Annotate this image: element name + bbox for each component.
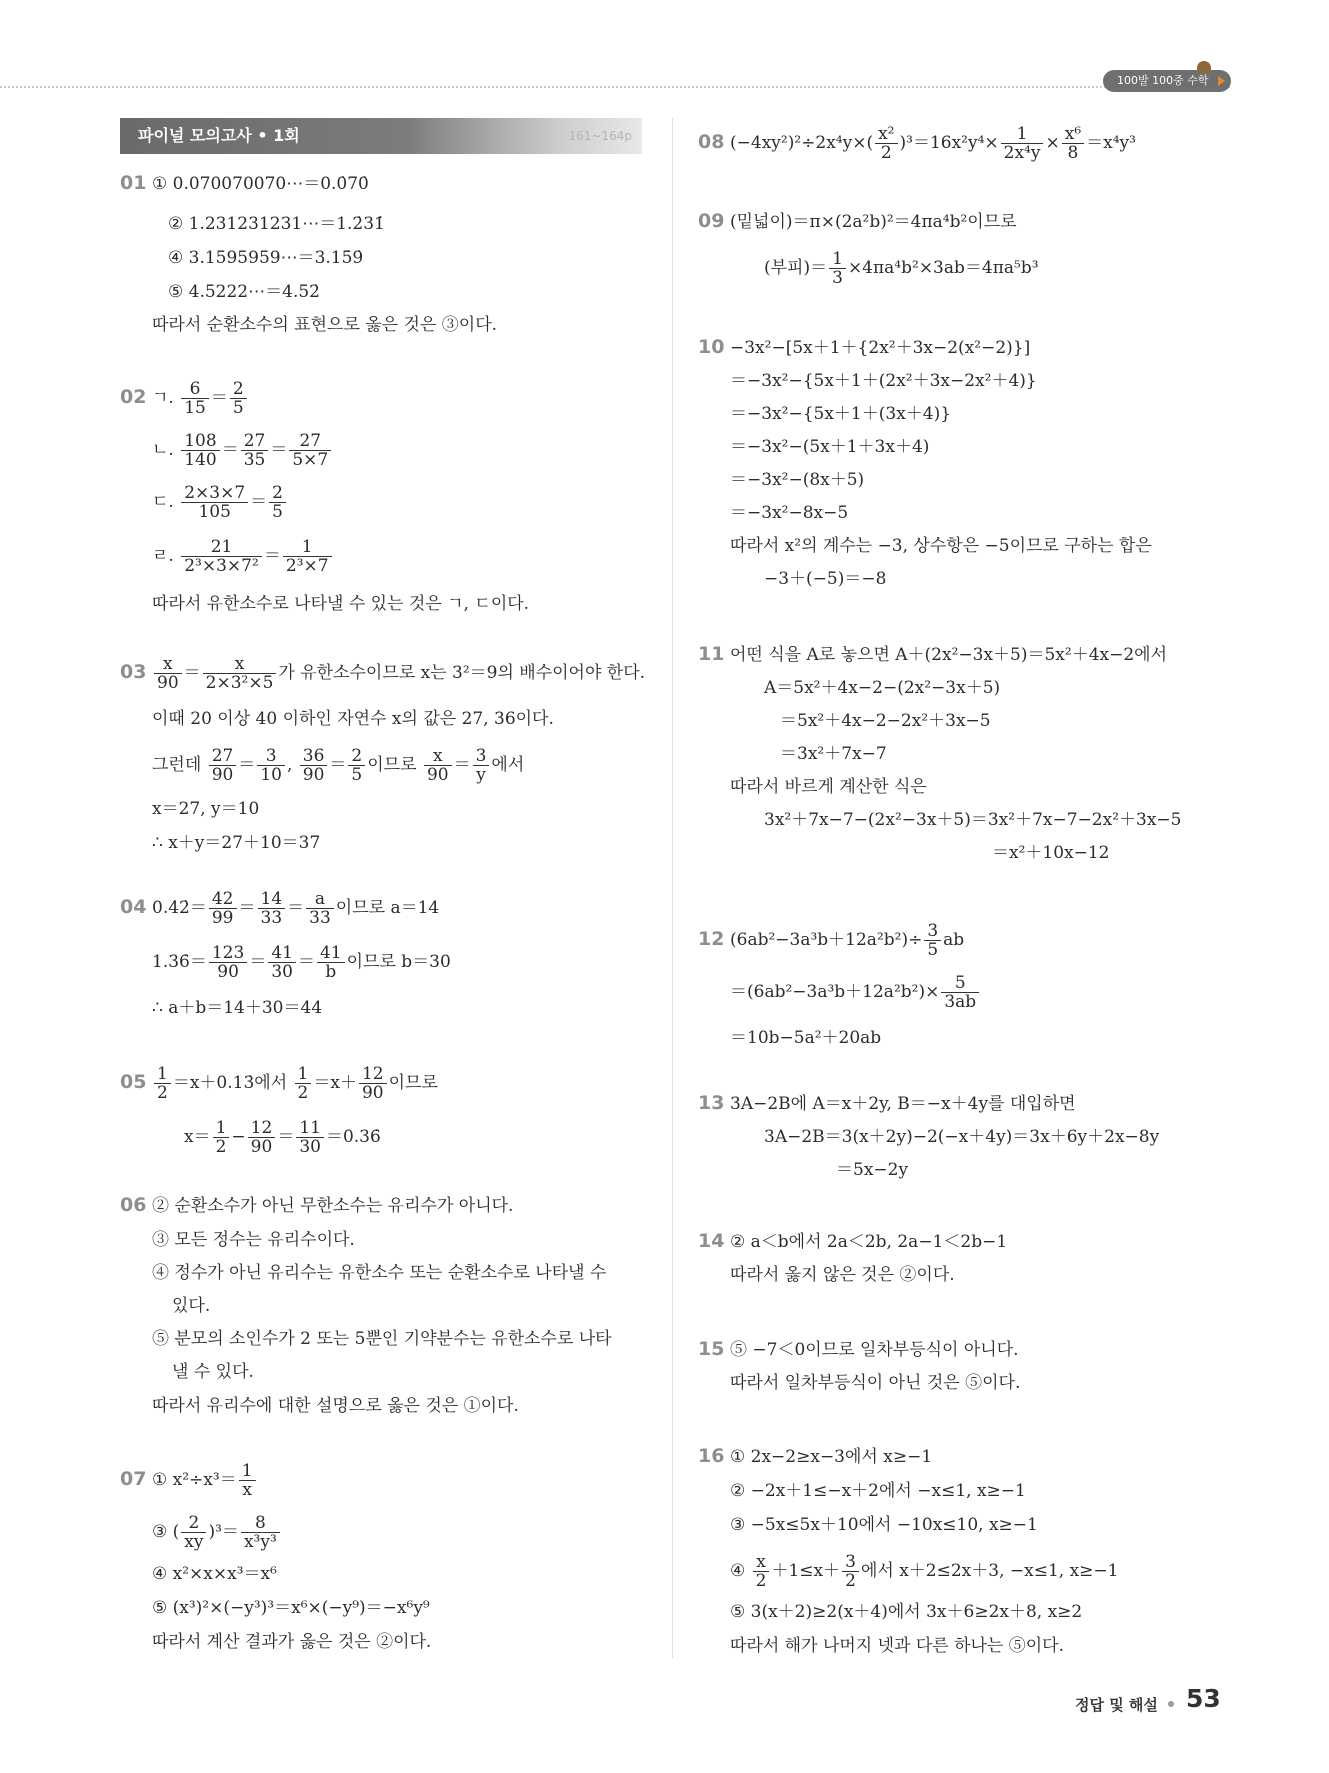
text: 이므로 a＝14 (335, 898, 440, 918)
problem-number: 07 (120, 1468, 147, 1490)
numerator: 1 (239, 1462, 256, 1481)
denominator: 2³×7 (285, 556, 329, 576)
solution-line: ㄴ. $\frac{108}{140}$ ＝ $\frac{27}{35}$ ＝ $\frac{27}{5\times 7}$ (152, 432, 333, 469)
solution-line: 있다. (172, 1296, 211, 1316)
solution-line (152, 1514, 282, 1551)
solution-line: ⑤ 분모의 소인수가 2 또는 5뿐인 기약분수는 유한소수로 나타 (152, 1329, 612, 1349)
solution-line: 따라서 옳지 않은 것은 ②이다. (730, 1265, 955, 1285)
numerator: 42 (209, 890, 237, 909)
text: 에서 x＋2≤2x＋3, −x≤1, x≥−1 (860, 1561, 1119, 1581)
solution-line: ＝3x²＋7x−7 (780, 744, 887, 764)
solution-line: ＝5x²＋4x−2−2x²＋3x−5 (780, 711, 991, 731)
solution-line: −3＋(−5)＝−8 (764, 569, 887, 589)
denominator: xy (184, 1532, 204, 1552)
denominator: 35 (243, 450, 266, 470)
fraction (359, 1065, 387, 1102)
text: ab (943, 930, 965, 950)
fraction (230, 380, 247, 417)
problem-number: 08 (698, 131, 725, 153)
fraction (258, 890, 286, 927)
solution-line: 따라서 x²의 계수는 −3, 상수항은 −5이므로 구하는 합은 (730, 536, 1152, 556)
denominator: b (325, 962, 337, 982)
text: (6ab²−3a³b＋12a²b²)÷ (730, 930, 923, 950)
solution-line: 3A−2B＝3(x＋2y)−2(−x＋4y)＝3x＋6y＋2x−8y (764, 1127, 1160, 1147)
solution-line (152, 1065, 438, 1102)
item-label: ㄱ. (152, 388, 174, 408)
numerator: 2 (230, 380, 247, 399)
fraction (248, 1119, 276, 1156)
text: ④ (730, 1561, 746, 1581)
text: ① x²÷x³＝ (152, 1470, 237, 1490)
solution-line: ＝−3x²−(5x＋1＋3x＋4) (730, 437, 930, 457)
denominator: 33 (309, 908, 331, 928)
text: )³＝16x²y⁴× (899, 133, 999, 153)
numerator: 21 (181, 538, 262, 557)
fraction (1062, 125, 1084, 162)
numerator: 3 (842, 1553, 859, 1572)
problem-number: 11 (698, 643, 725, 665)
fraction (181, 538, 262, 575)
solution-line: A＝5x²＋4x−2−(2x²−3x＋5) (764, 678, 1001, 698)
solution-line: 따라서 계산 결과가 옳은 것은 ②이다. (152, 1632, 432, 1652)
solution-line: x＝27, y＝10 (152, 799, 260, 819)
text: 이므로 (367, 755, 417, 775)
fraction (924, 922, 941, 959)
problem-number: 04 (120, 896, 147, 918)
text: (부피)＝ (764, 258, 828, 278)
fraction (306, 890, 334, 927)
denominator: 140 (184, 450, 217, 470)
fraction (181, 380, 209, 417)
solution-line: ② 1.231231231⋯＝1.2̇31̇ (168, 214, 385, 234)
denominator: 8 (1067, 143, 1079, 163)
fraction (241, 1514, 280, 1551)
section-pages: 161~164p (568, 129, 632, 143)
denominator: x³y³ (243, 1532, 277, 1552)
text: 0.4̇2̇＝ (152, 898, 207, 918)
solution-line (152, 1462, 258, 1499)
solution-line: ⑤ 4.5222⋯＝4.52̇ (168, 282, 320, 302)
solution-line: ∴ a＋b＝14＋30＝44 (152, 998, 323, 1018)
solution-line: ④ 정수가 아닌 유리수는 유한소수 또는 순환소수로 나타낼 수 (152, 1263, 607, 1283)
numerator: 5 (941, 974, 979, 993)
fraction (1001, 125, 1044, 162)
denominator: 30 (299, 1137, 321, 1157)
text: ＝0.36̇ (325, 1127, 381, 1147)
numerator: 27 (241, 432, 269, 451)
solution-line: 0.4̇2̇＝ $\frac{42}{99}$ ＝ $\frac{14}{33}$ ＝ $\frac{a}{33}$ 이므로 a＝14 (152, 889, 440, 928)
problem-number: 15 (698, 1338, 725, 1360)
fraction (239, 1462, 256, 1499)
denominator: 90 (211, 765, 234, 785)
text: ＝(6ab²−3a³b＋12a²b²)× (730, 982, 940, 1002)
solution-line: (−4xy²)²÷2x⁴y×( $\frac{\text{x²}}{2}$ )³＝16x²y⁴× $\frac{1}{\text{2x⁴y}}$ × $\frac{\text{x⁶}}{8}$ ＝x⁴y³ (730, 124, 1136, 163)
numerator: 12 (359, 1065, 387, 1084)
fraction (753, 1553, 770, 1590)
denominator: 3 (832, 268, 843, 288)
solution-line: 3x²＋7x−7−(2x²−3x＋5)＝3x²＋7x−7−2x²＋3x−5 (764, 810, 1182, 830)
item-label: ㄴ. (152, 440, 174, 460)
solution-line: ⑤ 3(x＋2)≥2(x＋4)에서 3x＋6≥2x＋8, x≥2 (730, 1602, 1083, 1622)
numerator: x² (875, 125, 897, 144)
fraction (154, 1065, 171, 1102)
numerator: 8 (241, 1514, 280, 1533)
numerator: 1 (1001, 125, 1044, 144)
solution-line (152, 380, 249, 417)
text: ＝x＋ (313, 1073, 357, 1093)
numerator: 2×3×7 (181, 484, 248, 503)
denominator: 2³×3×7² (184, 556, 259, 576)
solution-line: ㄹ. $\frac{21}{\text{2³×3×7²}}$ ＝ $\frac{1}{\text{2³×7}}$ (152, 538, 334, 575)
text: 이므로 b＝30 (346, 952, 451, 972)
numerator: 41 (268, 944, 296, 963)
fraction (154, 655, 182, 692)
denominator: y (476, 765, 486, 785)
solution-line: ② a＜b에서 2a＜2b, 2a−1＜2b−1 (730, 1232, 1008, 1252)
numerator: 3 (924, 922, 941, 941)
denominator: 105 (198, 502, 231, 522)
problem-number: 10 (698, 336, 725, 358)
section-header (120, 118, 642, 154)
denominator: 2 (215, 1137, 227, 1157)
series-label: 100발 100중 수학 (1117, 74, 1209, 87)
numerator: x (424, 747, 452, 766)
text: ×4πa⁴b²×3ab＝4πa⁵b³ (847, 258, 1039, 278)
denominator: 5 (232, 398, 244, 418)
denominator: 90 (217, 962, 239, 982)
solution-line: ② 순환소수가 아닌 무한소수는 유리수가 아니다. (152, 1196, 514, 1216)
fraction (941, 974, 979, 1011)
section-title: 파이널 모의고사 • 1회 (138, 126, 300, 145)
numerator: x (154, 655, 182, 674)
header-dotted-rule (0, 86, 1230, 88)
denominator: 90 (302, 765, 325, 785)
solution-line: 낼 수 있다. (172, 1362, 254, 1382)
solution-line: $\frac{x}{90}$ ＝ $\frac{x}{\text{2×3²×5}}$ 가 유한소수이므로 x는 3²＝9의 배수이어야 한다. (152, 655, 645, 692)
fraction (209, 944, 247, 981)
solution-line: −3x²−[5x＋1＋{2x²＋3x−2(x²−2)}] (730, 338, 1031, 358)
denominator: 5 (351, 765, 363, 785)
fraction (842, 1553, 859, 1590)
fraction (269, 484, 286, 521)
solution-line: ④ 3.1595959⋯＝3.15̇9̇ (168, 248, 364, 268)
solution-line: ① 2x−2≥x−3에서 x≥−1 (730, 1447, 933, 1467)
fraction (348, 747, 365, 784)
solution-line (764, 250, 1039, 287)
fraction (424, 747, 452, 784)
numerator: 12 (248, 1119, 276, 1138)
solution-line: ＝−3x²−{5x＋1＋(2x²＋3x−2x²＋4)} (730, 371, 1037, 391)
fraction (181, 484, 248, 521)
solution-line: 따라서 바르게 계산한 식은 (730, 777, 927, 797)
fraction (181, 1514, 206, 1551)
numerator: 1 (213, 1119, 230, 1138)
solution-line: ④ x²×x×x³＝x⁶ (152, 1564, 277, 1584)
solution-line: ＝5x−2y (836, 1160, 909, 1180)
numerator: 41 (317, 944, 345, 963)
denominator: 5 (927, 940, 939, 960)
fraction (296, 1119, 324, 1156)
text: 그런데 (152, 755, 202, 775)
text: 에서 (491, 755, 525, 775)
numerator: 14 (258, 890, 286, 909)
solution-line: 그런데 $\frac{27}{90}$ ＝ $\frac{3}{10}$ , $\frac{36}{90}$ ＝ $\frac{2}{5}$ 이므로 $\frac{x}{90}$ ＝ $\frac{3}{y}$ 에서 (152, 746, 525, 785)
fraction (213, 1119, 230, 1156)
text: 1.36̇＝ (152, 952, 207, 972)
denominator: 5 (272, 502, 283, 522)
fraction (203, 655, 277, 692)
operator: ＝ (210, 388, 228, 408)
denominator: 90 (426, 765, 449, 785)
solution-line: ＝10b−5a²＋20ab (730, 1028, 882, 1048)
fraction (209, 747, 237, 784)
solution-line: 따라서 일차부등식이 아닌 것은 ⑤이다. (730, 1373, 1021, 1393)
solution-line: ③ −5x≤5x＋10에서 −10x≤10, x≥−1 (730, 1515, 1038, 1535)
solution-line: ＝−3x²−{5x＋1＋(3x＋4)} (730, 404, 952, 424)
fraction (241, 432, 269, 469)
text: ＝x⁴y³ (1086, 133, 1136, 153)
text: ＋1≤x＋ (771, 1561, 841, 1581)
solution-line: ＝x²＋10x−12 (992, 843, 1110, 863)
bullet-icon (1168, 1701, 1174, 1707)
text: 가 유한소수이므로 x는 3²＝9의 배수이어야 한다. (278, 663, 646, 683)
solution-line: 3A−2B에 A＝x＋2y, B＝−x＋4y를 대입하면 (730, 1094, 1076, 1114)
solution-line: 이때 20 이상 40 이하인 자연수 x의 값은 27, 36이다. (152, 709, 554, 729)
numerator: 2 (269, 484, 286, 503)
item-label: ㄷ. (152, 492, 174, 512)
denominator: 2×3²×5 (205, 673, 274, 693)
numerator: 2 (181, 1514, 206, 1533)
denominator: 90 (361, 1083, 384, 1103)
solution-line: 따라서 해가 나머지 넷과 다른 하나는 ⑤이다. (730, 1636, 1065, 1656)
fraction (875, 125, 897, 162)
problem-number: 16 (698, 1445, 725, 1467)
numerator: 123 (209, 944, 247, 963)
solution-line: ＝−3x²−8x−5 (730, 503, 849, 523)
denominator: 2 (157, 1083, 168, 1103)
solution-line: (밑넓이)＝π×(2a²b)²＝4πa⁴b²이므로 (730, 212, 1017, 232)
denominator: 90 (157, 673, 179, 693)
solution-line (730, 1553, 1118, 1590)
fraction (295, 1065, 312, 1102)
problem-number: 05 (120, 1071, 147, 1093)
solution-line: 따라서 순환소수의 표현으로 옳은 것은 ③이다. (152, 315, 498, 335)
solution-line: ＝−3x²−(8x＋5) (730, 470, 865, 490)
text: 이므로 (388, 1073, 438, 1093)
text: )³＝ (208, 1522, 239, 1542)
fraction (181, 432, 219, 469)
denominator: 3ab (944, 992, 977, 1012)
solution-line: 따라서 유한소수로 나타낼 수 있는 것은 ㄱ, ㄷ이다. (152, 594, 530, 614)
fraction (300, 747, 328, 784)
numerator: 3 (473, 747, 490, 766)
numerator: 1 (295, 1065, 312, 1084)
solution-line: x＝ $\frac{1}{2}$ − $\frac{12}{90}$ ＝ $\frac{11}{30}$ ＝0.36̇ (184, 1118, 381, 1157)
problem-number: 14 (698, 1230, 725, 1252)
footer-label: 정답 및 해설 (1075, 1696, 1158, 1714)
problem-number: 02 (120, 386, 147, 408)
solution-line: ③ 모든 정수는 유리수이다. (152, 1230, 355, 1250)
solution-line (730, 974, 981, 1011)
fraction (317, 944, 345, 981)
solution-line: ⑤ −7＜0이므로 일차부등식이 아니다. (730, 1340, 1019, 1360)
problem-number: 03 (120, 661, 147, 683)
bulb-icon (1197, 61, 1211, 73)
text: x＝ (184, 1127, 211, 1147)
numerator: 36 (300, 747, 328, 766)
fraction (268, 944, 296, 981)
numerator: 3 (257, 747, 285, 766)
arrow-icon (1218, 76, 1225, 86)
denominator: 2 (845, 1571, 856, 1591)
text: (−4xy²)²÷2x⁴y×( (730, 133, 874, 153)
numerator: 1 (154, 1065, 171, 1084)
solution-line (730, 922, 964, 959)
fraction (289, 432, 331, 469)
numerator: a (306, 890, 334, 909)
denominator: 15 (184, 398, 206, 418)
denominator: 2x⁴y (1003, 143, 1041, 163)
numerator: 6 (181, 380, 209, 399)
numerator: x (753, 1553, 770, 1572)
numerator: 1 (829, 250, 846, 269)
denominator: 90 (250, 1137, 273, 1157)
numerator: 108 (181, 432, 219, 451)
denominator: x (242, 1480, 252, 1500)
solution-line: ∴ x＋y＝27＋10＝37 (152, 833, 321, 853)
solution-line: ⑤ (x³)²×(−y³)³＝x⁶×(−y⁹)＝−x⁶y⁹ (152, 1598, 430, 1618)
problem-number: 06 (120, 1194, 147, 1216)
problem-number: 12 (698, 928, 725, 950)
series-badge (1103, 70, 1231, 92)
numerator: x⁶ (1062, 125, 1084, 144)
denominator: 2 (880, 143, 892, 163)
solution-line: ㄷ. $\frac{2\times 3\times 7}{105}$ ＝ $\frac{2}{5}$ (152, 484, 288, 521)
solution-line: ② −2x＋1≤−x＋2에서 −x≤1, x≥−1 (730, 1481, 1026, 1501)
solution-line: ① 0.070070070⋯＝0.0̇70̇ (152, 174, 369, 194)
text: ＝x＋0.13̇에서 (172, 1073, 288, 1093)
denominator: 30 (271, 962, 293, 982)
numerator: x (203, 655, 277, 674)
solution-line: 따라서 유리수에 대한 설명으로 옳은 것은 ①이다. (152, 1396, 519, 1416)
numerator: 27 (289, 432, 331, 451)
column-divider (672, 118, 673, 1658)
numerator: 2 (348, 747, 365, 766)
solution-line: 1.36̇＝ $\frac{123}{90}$ ＝ $\frac{41}{30}$ ＝ $\frac{41}{b}$ 이므로 b＝30 (152, 943, 451, 982)
denominator: 33 (260, 908, 283, 928)
numerator: 27 (209, 747, 237, 766)
denominator: 2 (297, 1083, 309, 1103)
solution-line: 어떤 식을 A로 놓으면 A＋(2x²−3x＋5)＝5x²＋4x−2에서 (730, 645, 1168, 665)
fraction (283, 538, 332, 575)
denominator: 99 (211, 908, 234, 928)
fraction (257, 747, 285, 784)
text: ③ ( (152, 1522, 180, 1542)
numerator: 11 (296, 1119, 324, 1138)
item-label: ㄹ. (152, 546, 174, 566)
problem-number: 09 (698, 210, 725, 232)
page-number: 53 (1186, 1684, 1221, 1713)
fraction (473, 747, 490, 784)
fraction (829, 250, 846, 287)
problem-number: 01 (120, 172, 147, 194)
denominator: 5×7 (292, 450, 329, 470)
fraction (209, 890, 237, 927)
problem-number: 13 (698, 1092, 725, 1114)
numerator: 1 (283, 538, 332, 557)
denominator: 10 (260, 765, 282, 785)
denominator: 2 (755, 1571, 767, 1591)
